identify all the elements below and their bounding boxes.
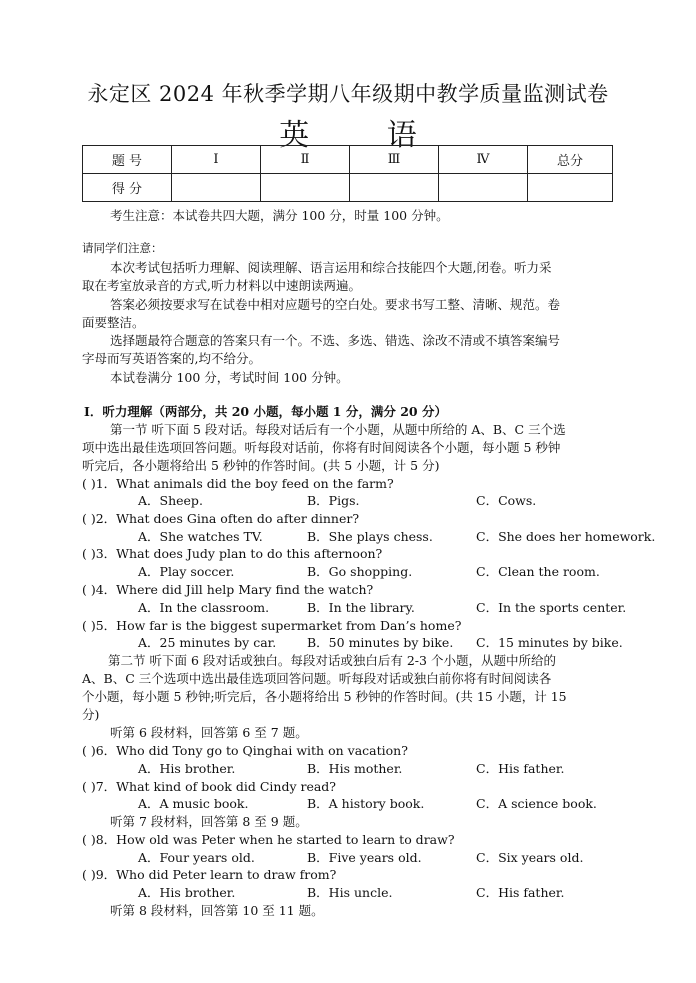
question-stem	[82, 741, 408, 759]
option-c: C．She does her homework.	[476, 529, 656, 544]
option-c: C．His father.	[476, 761, 565, 776]
part1-instruction: 听完后，各小题将给出 5 秒钟的作答时间。(共 5 小题，计 5 分)	[82, 458, 440, 473]
score-label-cell: 得 分	[83, 174, 172, 202]
score-blank-cell[interactable]	[172, 174, 261, 202]
part2-instruction: 第二节 听下面 6 段对话或独白。每段对话或独白后有 2-3 个小题，从题中所给的	[108, 653, 556, 668]
part1-instruction: 项中选出最佳选项回答问题。听每段对话前，你将有时间阅读各个小题，每小题 5 秒钟	[82, 440, 561, 455]
score-table	[82, 145, 613, 202]
score-blank-cell[interactable]	[350, 174, 439, 202]
question-stem	[82, 474, 394, 492]
material-note: 听第 7 段材料，回答第 8 至 9 题。	[110, 814, 308, 829]
question-stem	[82, 616, 461, 634]
option-b: B．His uncle.	[307, 885, 393, 900]
part2-instruction: A、B、C 三个选项中选出最佳选项回答问题。听每段对话或独白前你将有时间阅读各	[82, 671, 552, 686]
option-a: A．His brother.	[138, 885, 236, 900]
answer-blank[interactable]: ( )	[82, 779, 96, 794]
score-blank-cell[interactable]	[439, 174, 528, 202]
option-b: B．In the library.	[307, 600, 415, 615]
option-b: B．50 minutes by bike.	[307, 635, 454, 650]
question-text: 2．What does Gina often do after dinner?	[95, 511, 360, 526]
instruction-line: 选择题最符合题意的答案只有一个。不选、多选、错选、涂改不清或不填答案编号	[110, 333, 561, 348]
answer-blank[interactable]: ( )	[82, 832, 96, 847]
score-cell: Ⅲ	[350, 146, 439, 174]
exam-title: 永定区 2024 年秋季学期八年级期中教学质量监测试卷	[87, 82, 609, 106]
option-c: C．Six years old.	[476, 850, 584, 865]
score-cell: 总分	[528, 146, 613, 174]
option-c: C．Clean the room.	[476, 564, 600, 579]
question-stem	[82, 777, 336, 795]
option-c: C．Cows.	[476, 493, 537, 508]
answer-blank[interactable]: ( )	[82, 743, 96, 758]
answer-blank[interactable]: ( )	[82, 582, 96, 597]
subject-title: 英 语	[279, 118, 451, 153]
part2-instruction: 个小题，每小题 5 秒钟;听完后，各小题将给出 5 秒钟的作答时间。(共 15 小题，计 15	[82, 689, 567, 704]
question-text: 8．How old was Peter when he started to learn to draw?	[95, 832, 455, 847]
option-b: B．Pigs.	[307, 493, 360, 508]
question-text: 3．What does Judy plan to do this afternoon?	[95, 546, 383, 561]
option-c: C．15 minutes by bike.	[476, 635, 623, 650]
option-c: C．His father.	[476, 885, 565, 900]
score-table-header-row	[83, 146, 613, 174]
question-text: 4．Where did Jill help Mary find the watch?	[95, 582, 374, 597]
score-cell: Ⅳ	[439, 146, 528, 174]
score-blank-cell[interactable]	[261, 174, 350, 202]
instruction-line: 答案必须按要求写在试卷中相对应题号的空白处。要求书写工整、清晰、规范。卷	[110, 297, 561, 312]
option-a: A．His brother.	[138, 761, 236, 776]
question-text: 9．Who did Peter learn to draw from?	[95, 867, 337, 882]
option-b: B．Go shopping.	[307, 564, 413, 579]
part1-instruction: 第一节 听下面 5 段对话。每段对话后有一个小题，从题中所给的 A、B、C 三个选	[110, 422, 566, 437]
option-a: A．She watches TV.	[138, 529, 263, 544]
instruction-line: 字母而写英语答案的,均不给分。	[82, 351, 261, 366]
option-c: C．In the sports center.	[476, 600, 627, 615]
option-a: A．A music book.	[138, 796, 249, 811]
exam-notice: 考生注意：本试卷共四大题，满分 100 分，时量 100 分钟。	[110, 208, 449, 223]
question-stem	[82, 580, 373, 598]
section1-heading: Ⅰ．听力理解（两部分，共 20 小题，每小题 1 分，满分 20 分）	[84, 404, 447, 419]
option-a: A．Four years old.	[138, 850, 255, 865]
option-b: B．Five years old.	[307, 850, 422, 865]
option-c: C．A science book.	[476, 796, 597, 811]
score-cell: Ⅱ	[261, 146, 350, 174]
question-text: 1．What animals did the boy feed on the farm?	[95, 476, 394, 491]
question-text: 7．What kind of book did Cindy read?	[95, 779, 337, 794]
material-note: 听第 8 段材料，回答第 10 至 11 题。	[110, 903, 324, 918]
score-cell: 题 号	[83, 146, 172, 174]
question-text: 6．Who did Tony go to Qinghai with on vacation?	[95, 743, 408, 758]
score-blank-cell[interactable]	[528, 174, 613, 202]
option-a: A．25 minutes by car.	[138, 635, 277, 650]
part2-instruction: 分)	[82, 707, 100, 722]
question-stem	[82, 509, 359, 527]
question-stem	[82, 544, 382, 562]
score-table-score-row	[83, 174, 613, 202]
material-note: 听第 6 段材料，回答第 6 至 7 题。	[110, 725, 308, 740]
question-stem	[82, 865, 336, 883]
score-cell: Ⅰ	[172, 146, 261, 174]
option-a: A．In the classroom.	[138, 600, 270, 615]
option-b: B．His mother.	[307, 761, 403, 776]
option-a: A．Sheep.	[138, 493, 203, 508]
option-b: B．A history book.	[307, 796, 425, 811]
instruction-line: 本次考试包括听力理解、阅读理解、语言运用和综合技能四个大题,闭卷。听力采	[110, 260, 552, 275]
answer-blank[interactable]: ( )	[82, 618, 96, 633]
option-a: A．Play soccer.	[138, 564, 235, 579]
instructions-heading: 请同学们注意：	[82, 241, 163, 255]
answer-blank[interactable]: ( )	[82, 546, 96, 561]
answer-blank[interactable]: ( )	[82, 476, 96, 491]
answer-blank[interactable]: ( )	[82, 867, 96, 882]
question-stem	[82, 830, 455, 848]
instruction-line: 本试卷满分 100 分，考试时间 100 分钟。	[110, 370, 349, 385]
instruction-line: 取在考室放录音的方式,听力材料以中速朗读两遍。	[82, 278, 361, 293]
instruction-line: 面要整洁。	[82, 315, 145, 330]
option-b: B．She plays chess.	[307, 529, 433, 544]
question-text: 5．How far is the biggest supermarket from Dan’s home?	[95, 618, 462, 633]
answer-blank[interactable]: ( )	[82, 511, 96, 526]
